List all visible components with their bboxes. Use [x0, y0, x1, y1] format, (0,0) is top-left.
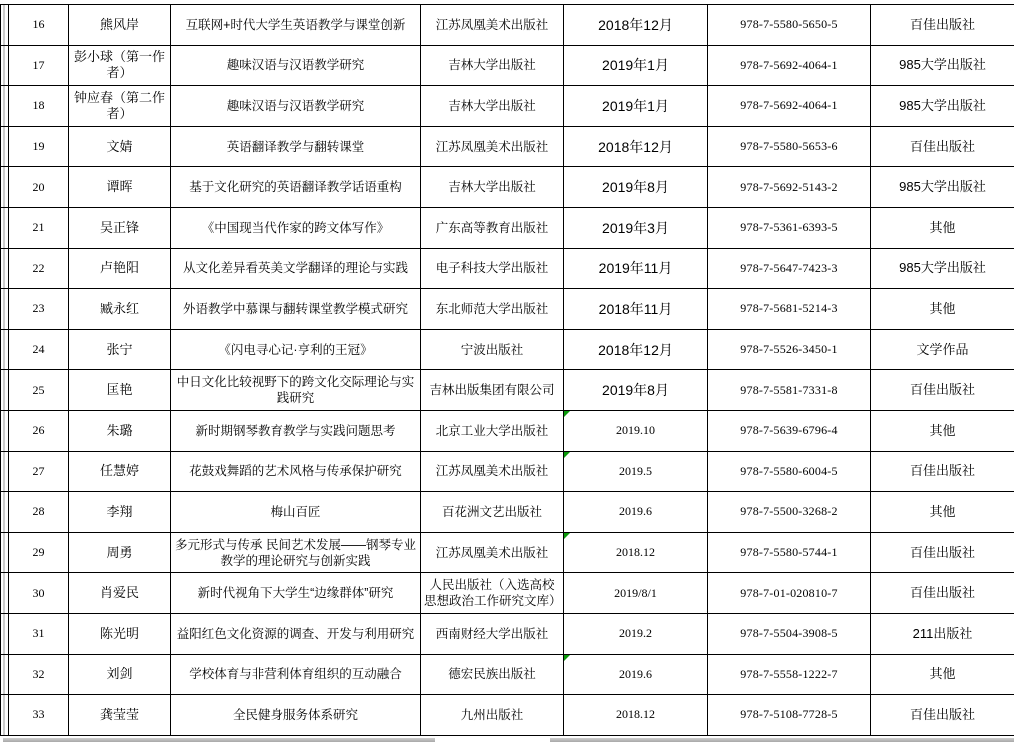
- cell-num[interactable]: 28: [9, 492, 69, 533]
- cell-title[interactable]: 多元形式与传承 民间艺术发展——钢琴专业教学的理论研究与创新实践: [171, 532, 421, 573]
- cell-author[interactable]: 吴正锋: [69, 207, 171, 248]
- cell-date[interactable]: 2019年11月: [564, 248, 708, 289]
- cell-title[interactable]: 趣味汉语与汉语教学研究: [171, 86, 421, 127]
- cell-date[interactable]: 2019年3月: [564, 207, 708, 248]
- table-body: [1, 5, 1014, 736]
- cell-isbn[interactable]: 978-7-5692-5143-2: [708, 167, 871, 208]
- cell-date[interactable]: 2018年12月: [564, 5, 708, 46]
- cell-isbn[interactable]: 978-7-5558-1222-7: [708, 654, 871, 695]
- cell-category[interactable]: 其他: [871, 410, 1014, 451]
- error-flag-icon: [564, 452, 570, 458]
- cell-title[interactable]: 基于文化研究的英语翻译教学话语重构: [171, 167, 421, 208]
- table-row: [1, 126, 1014, 167]
- row-gutter: [1, 5, 9, 46]
- cell-category[interactable]: 文学作品: [871, 329, 1014, 370]
- cell-publisher[interactable]: 九州出版社: [421, 695, 564, 736]
- cell-isbn[interactable]: 978-7-5500-3268-2: [708, 492, 871, 533]
- cell-date[interactable]: 2018.12: [564, 695, 708, 736]
- cell-title[interactable]: 《闪电寻心记·亨利的王冠》: [171, 329, 421, 370]
- cell-author[interactable]: 李翔: [69, 492, 171, 533]
- cell-title[interactable]: 从文化差异看英美文学翻译的理论与实践: [171, 248, 421, 289]
- cell-num[interactable]: 22: [9, 248, 69, 289]
- cell-category[interactable]: 百佳出版社: [871, 695, 1014, 736]
- cell-date[interactable]: 2019.10: [564, 410, 708, 451]
- cell-date[interactable]: 2019.6: [564, 492, 708, 533]
- cell-author[interactable]: 文婧: [69, 126, 171, 167]
- cell-isbn[interactable]: 978-7-5580-6004-5: [708, 451, 871, 492]
- scrollbar-segment-left[interactable]: [3, 738, 435, 742]
- cell-title[interactable]: 花鼓戏舞蹈的艺术风格与传承保护研究: [171, 451, 421, 492]
- cell-category[interactable]: 百佳出版社: [871, 573, 1014, 614]
- row-gutter: [1, 45, 9, 86]
- cell-isbn[interactable]: 978-7-01-020810-7: [708, 573, 871, 614]
- error-flag-icon: [564, 655, 570, 661]
- cell-num[interactable]: 27: [9, 451, 69, 492]
- cell-title[interactable]: 中日文化比较视野下的跨文化交际理论与实践研究: [171, 370, 421, 411]
- cell-category[interactable]: 其他: [871, 207, 1014, 248]
- cell-author[interactable]: 熊风岸: [69, 5, 171, 46]
- cell-category[interactable]: 百佳出版社: [871, 370, 1014, 411]
- table-row: [1, 573, 1014, 614]
- cell-isbn[interactable]: 978-7-5581-7331-8: [708, 370, 871, 411]
- cell-date[interactable]: 2018年12月: [564, 329, 708, 370]
- cell-category[interactable]: 985大学出版社: [871, 248, 1014, 289]
- cell-num[interactable]: 25: [9, 370, 69, 411]
- table-row: [1, 613, 1014, 654]
- table-row: [1, 370, 1014, 411]
- row-gutter: [1, 654, 9, 695]
- cell-publisher[interactable]: 德宏民族出版社: [421, 654, 564, 695]
- row-gutter: [1, 289, 9, 330]
- cell-category[interactable]: 985大学出版社: [871, 167, 1014, 208]
- cell-date[interactable]: 2019.2: [564, 613, 708, 654]
- cell-num[interactable]: 20: [9, 167, 69, 208]
- cell-isbn[interactable]: 978-7-5108-7728-5: [708, 695, 871, 736]
- cell-author[interactable]: 任慧婷: [69, 451, 171, 492]
- row-gutter: [1, 370, 9, 411]
- cell-title[interactable]: 《中国现当代作家的跨文体写作》: [171, 207, 421, 248]
- cell-category[interactable]: 其他: [871, 654, 1014, 695]
- row-gutter: [1, 86, 9, 127]
- cell-publisher[interactable]: 江苏凤凰美术出版社: [421, 532, 564, 573]
- cell-title[interactable]: 学校体育与非营利体育组织的互动融合: [171, 654, 421, 695]
- cell-title[interactable]: 新时期钢琴教育教学与实践问题思考: [171, 410, 421, 451]
- cell-author[interactable]: 谭晖: [69, 167, 171, 208]
- cell-author[interactable]: 龚莹莹: [69, 695, 171, 736]
- cell-isbn[interactable]: 978-7-5647-7423-3: [708, 248, 871, 289]
- row-gutter: [1, 613, 9, 654]
- scrollbar-segment-right[interactable]: [550, 738, 1014, 742]
- cell-isbn[interactable]: 978-7-5692-4064-1: [708, 45, 871, 86]
- cell-author[interactable]: 张宁: [69, 329, 171, 370]
- cell-title[interactable]: 外语教学中慕课与翻转课堂教学模式研究: [171, 289, 421, 330]
- cell-title[interactable]: 梅山百匠: [171, 492, 421, 533]
- cell-isbn[interactable]: 978-7-5504-3908-5: [708, 613, 871, 654]
- cell-num[interactable]: 31: [9, 613, 69, 654]
- cell-date[interactable]: 2019年1月: [564, 45, 708, 86]
- cell-num[interactable]: 16: [9, 5, 69, 46]
- table-row: [1, 5, 1014, 46]
- table-row: [1, 248, 1014, 289]
- cell-isbn[interactable]: 978-7-5580-5744-1: [708, 532, 871, 573]
- cell-publisher[interactable]: 电子科技大学出版社: [421, 248, 564, 289]
- cell-date[interactable]: 2019年1月: [564, 86, 708, 127]
- cell-title[interactable]: 益阳红色文化资源的调查、开发与利用研究: [171, 613, 421, 654]
- row-gutter: [1, 329, 9, 370]
- publications-table: [0, 4, 1014, 736]
- cell-publisher[interactable]: 西南财经大学出版社: [421, 613, 564, 654]
- cell-publisher[interactable]: 北京工业大学出版社: [421, 410, 564, 451]
- row-gutter: [1, 410, 9, 451]
- cell-date[interactable]: 2019年8月: [564, 167, 708, 208]
- table-row: [1, 532, 1014, 573]
- cell-publisher[interactable]: 江苏凤凰美术出版社: [421, 126, 564, 167]
- cell-date[interactable]: 2018.12: [564, 532, 708, 573]
- cell-num[interactable]: 29: [9, 532, 69, 573]
- cell-num[interactable]: 19: [9, 126, 69, 167]
- cell-category[interactable]: 百佳出版社: [871, 5, 1014, 46]
- cell-publisher[interactable]: 东北师范大学出版社: [421, 289, 564, 330]
- row-gutter: [1, 695, 9, 736]
- cell-title[interactable]: 英语翻译教学与翻转课堂: [171, 126, 421, 167]
- cell-isbn[interactable]: 978-7-5681-5214-3: [708, 289, 871, 330]
- cell-num[interactable]: 30: [9, 573, 69, 614]
- cell-author[interactable]: 彭小球（第一作者）: [69, 45, 171, 86]
- cell-isbn[interactable]: 978-7-5580-5650-5: [708, 5, 871, 46]
- cell-category[interactable]: 985大学出版社: [871, 45, 1014, 86]
- cell-num[interactable]: 21: [9, 207, 69, 248]
- cell-publisher[interactable]: 百花洲文艺出版社: [421, 492, 564, 533]
- row-gutter: [1, 207, 9, 248]
- row-gutter: [1, 248, 9, 289]
- error-flag-icon: [564, 411, 570, 417]
- cell-author[interactable]: 朱璐: [69, 410, 171, 451]
- cell-date[interactable]: 2018年12月: [564, 126, 708, 167]
- cell-publisher[interactable]: 吉林大学出版社: [421, 86, 564, 127]
- cell-date[interactable]: 2019年8月: [564, 370, 708, 411]
- cell-isbn[interactable]: 978-7-5526-3450-1: [708, 329, 871, 370]
- cell-publisher[interactable]: 江苏凤凰美术出版社: [421, 451, 564, 492]
- row-gutter: [1, 126, 9, 167]
- table-row: [1, 167, 1014, 208]
- cell-num[interactable]: 32: [9, 654, 69, 695]
- cell-date[interactable]: 2018年11月: [564, 289, 708, 330]
- cell-title[interactable]: 新时代视角下大学生“边缘群体”研究: [171, 573, 421, 614]
- table-row: [1, 654, 1014, 695]
- cell-publisher[interactable]: 吉林出版集团有限公司: [421, 370, 564, 411]
- cell-publisher[interactable]: 宁波出版社: [421, 329, 564, 370]
- table-row: [1, 695, 1014, 736]
- table-row: [1, 410, 1014, 451]
- row-gutter: [1, 451, 9, 492]
- table-row: [1, 45, 1014, 86]
- cell-date[interactable]: 2019.6: [564, 654, 708, 695]
- cell-num[interactable]: 23: [9, 289, 69, 330]
- cell-isbn[interactable]: 978-7-5639-6796-4: [708, 410, 871, 451]
- row-gutter: [1, 492, 9, 533]
- cell-author[interactable]: 臧永红: [69, 289, 171, 330]
- row-gutter: [1, 573, 9, 614]
- cell-publisher[interactable]: 吉林大学出版社: [421, 45, 564, 86]
- cell-title[interactable]: 全民健身服务体系研究: [171, 695, 421, 736]
- cell-num[interactable]: 18: [9, 86, 69, 127]
- cell-publisher[interactable]: 江苏凤凰美术出版社: [421, 5, 564, 46]
- cell-category[interactable]: 其他: [871, 289, 1014, 330]
- cell-title[interactable]: 互联网+时代大学生英语教学与课堂创新: [171, 5, 421, 46]
- table-row: [1, 86, 1014, 127]
- cell-category[interactable]: 985大学出版社: [871, 86, 1014, 127]
- cell-author[interactable]: 卢艳阳: [69, 248, 171, 289]
- cell-publisher[interactable]: 广东高等教育出版社: [421, 207, 564, 248]
- table-row: [1, 329, 1014, 370]
- cell-category[interactable]: 211出版社: [871, 613, 1014, 654]
- cell-author[interactable]: 周勇: [69, 532, 171, 573]
- table-row: [1, 207, 1014, 248]
- cell-category[interactable]: 百佳出版社: [871, 451, 1014, 492]
- row-gutter: [1, 167, 9, 208]
- cell-isbn[interactable]: 978-7-5692-4064-1: [708, 86, 871, 127]
- horizontal-scrollbar[interactable]: [0, 738, 1014, 742]
- table-row: [1, 492, 1014, 533]
- cell-isbn[interactable]: 978-7-5361-6393-5: [708, 207, 871, 248]
- cell-num[interactable]: 33: [9, 695, 69, 736]
- cell-author[interactable]: 刘剑: [69, 654, 171, 695]
- cell-title[interactable]: 趣味汉语与汉语教学研究: [171, 45, 421, 86]
- cell-isbn[interactable]: 978-7-5580-5653-6: [708, 126, 871, 167]
- row-gutter: [1, 532, 9, 573]
- cell-publisher[interactable]: 人民出版社（入选高校思想政治工作研究文库）: [421, 573, 564, 614]
- table-row: [1, 451, 1014, 492]
- cell-author[interactable]: 匡艳: [69, 370, 171, 411]
- cell-date[interactable]: 2019/8/1: [564, 573, 708, 614]
- cell-author[interactable]: 陈光明: [69, 613, 171, 654]
- cell-publisher[interactable]: 吉林大学出版社: [421, 167, 564, 208]
- cell-date[interactable]: 2019.5: [564, 451, 708, 492]
- cell-num[interactable]: 17: [9, 45, 69, 86]
- cell-category[interactable]: 其他: [871, 492, 1014, 533]
- error-flag-icon: [564, 533, 570, 539]
- cell-author[interactable]: 肖爱民: [69, 573, 171, 614]
- cell-num[interactable]: 26: [9, 410, 69, 451]
- cell-author[interactable]: 钟应春（第二作者）: [69, 86, 171, 127]
- cell-category[interactable]: 百佳出版社: [871, 532, 1014, 573]
- cell-category[interactable]: 百佳出版社: [871, 126, 1014, 167]
- table-row: [1, 289, 1014, 330]
- cell-num[interactable]: 24: [9, 329, 69, 370]
